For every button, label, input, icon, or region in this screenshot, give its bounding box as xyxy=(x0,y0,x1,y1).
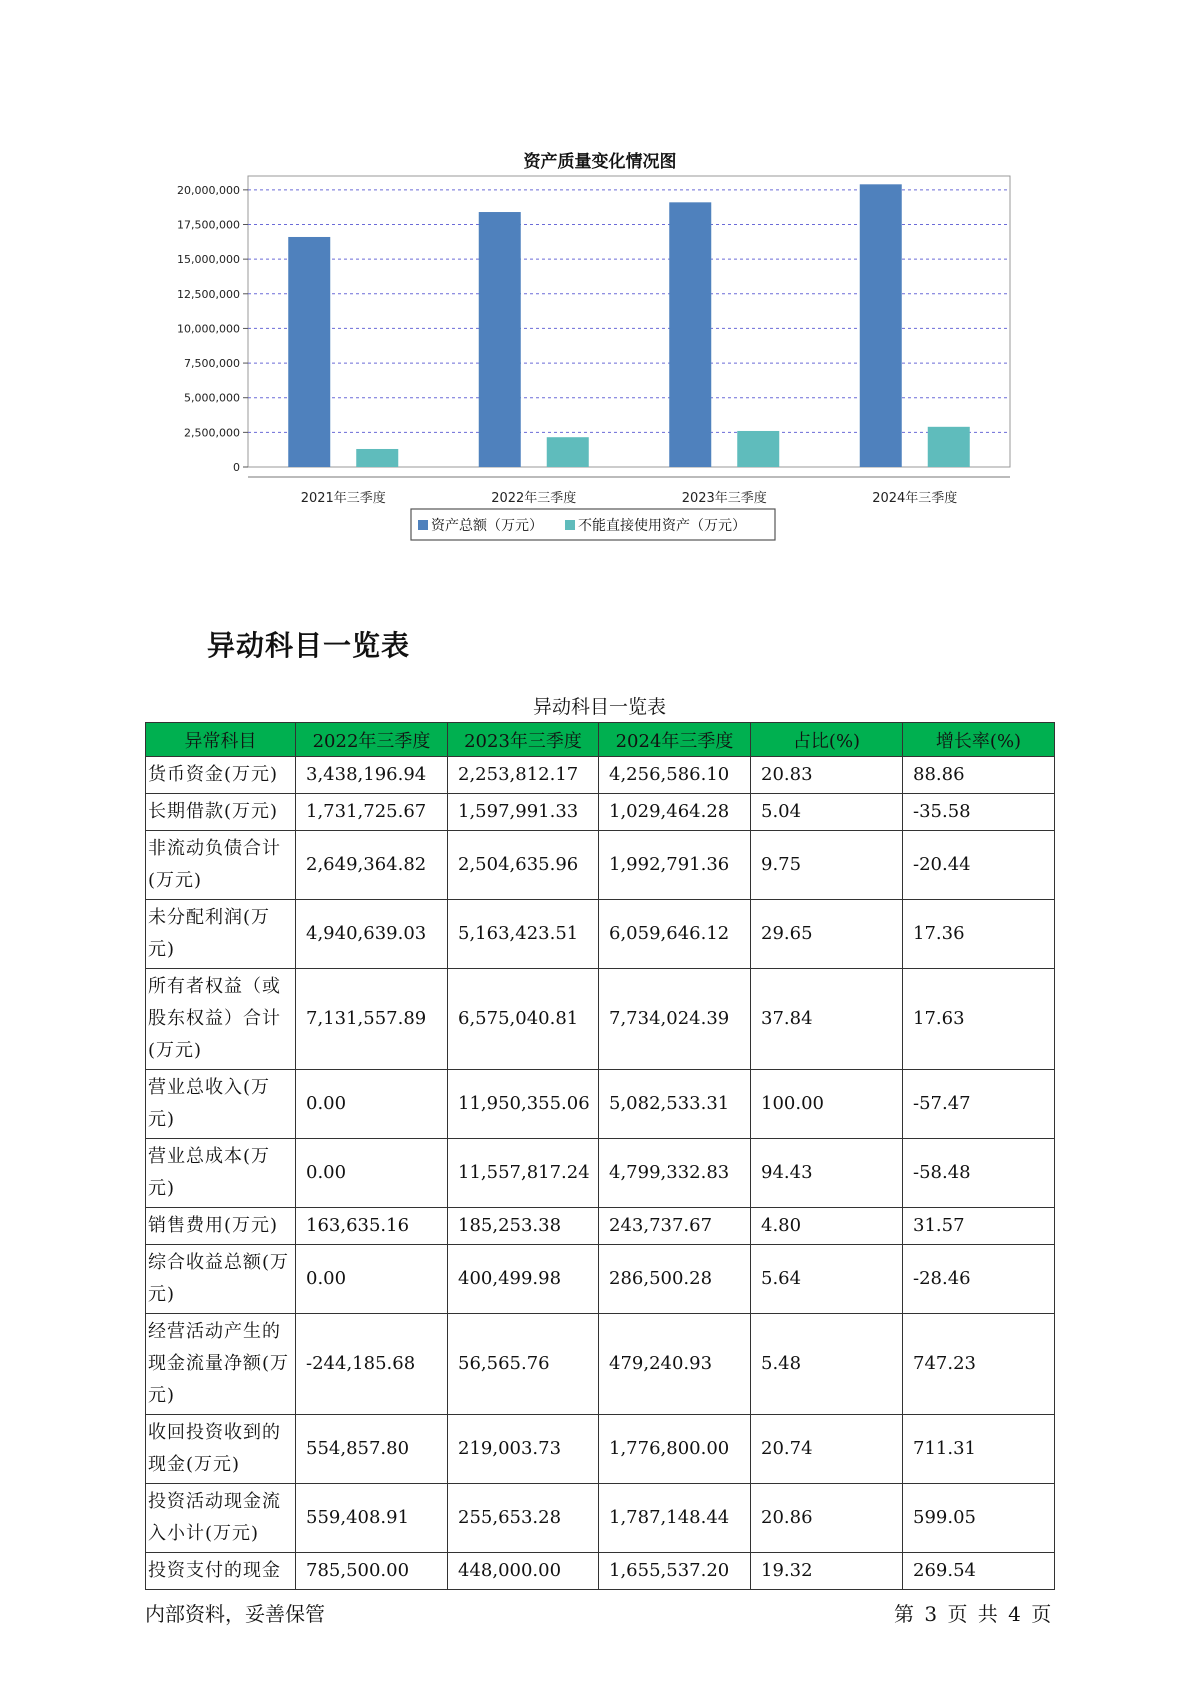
table-cell: -58.48 xyxy=(903,1139,1055,1208)
x-tick-label: 2021年三季度 xyxy=(300,491,386,506)
footer-confidential-note: 内部资料，妥善保管 xyxy=(145,1602,325,1626)
table-cell: 5.48 xyxy=(751,1314,903,1415)
bar-unusable-assets xyxy=(356,449,398,467)
table-cell: 559,408.91 xyxy=(296,1484,448,1553)
row-label-cell: 销售费用(万元) xyxy=(146,1208,296,1245)
table-cell: 4,256,586.10 xyxy=(599,757,751,794)
header-cell: 2022年三季度 xyxy=(296,723,448,757)
y-tick-label: 20,000,000 xyxy=(177,183,240,197)
table-cell: 711.31 xyxy=(903,1415,1055,1484)
legend-label-total-assets: 资产总额（万元） xyxy=(431,518,543,534)
table-row xyxy=(146,969,1055,1070)
table-cell: 599.05 xyxy=(903,1484,1055,1553)
header-cell: 2023年三季度 xyxy=(448,723,599,757)
table-cell: 5,082,533.31 xyxy=(599,1070,751,1139)
table-row xyxy=(146,794,1055,831)
table-cell: -244,185.68 xyxy=(296,1314,448,1415)
row-label-cell: 投资活动现金流入小计(万元) xyxy=(146,1484,296,1553)
y-tick-label: 10,000,000 xyxy=(177,322,240,336)
x-axis-ticks xyxy=(301,490,958,506)
table-row xyxy=(146,1314,1055,1415)
bar-total-assets xyxy=(669,202,711,467)
header-cell: 占比(%) xyxy=(751,723,903,757)
footer-page-number: 第 3 页 共 4 页 xyxy=(894,1602,1052,1626)
table-cell: 554,857.80 xyxy=(296,1415,448,1484)
table-cell: 56,565.76 xyxy=(448,1314,599,1415)
table-cell: 1,992,791.36 xyxy=(599,831,751,900)
y-tick-label: 17,500,000 xyxy=(177,218,240,232)
table-cell: 747.23 xyxy=(903,1314,1055,1415)
table-header-row xyxy=(146,723,1055,757)
table-cell: 219,003.73 xyxy=(448,1415,599,1484)
table-cell: 7,734,024.39 xyxy=(599,969,751,1070)
table-cell: -20.44 xyxy=(903,831,1055,900)
table-row xyxy=(146,757,1055,794)
legend-swatch-unusable-assets xyxy=(565,520,575,530)
y-tick-label: 12,500,000 xyxy=(177,287,240,301)
table-cell: 11,950,355.06 xyxy=(448,1070,599,1139)
table-cell: 286,500.28 xyxy=(599,1245,751,1314)
bar-unusable-assets xyxy=(737,431,779,467)
table-cell: 1,029,464.28 xyxy=(599,794,751,831)
legend-label-unusable-assets: 不能直接使用资产（万元） xyxy=(578,518,746,534)
table-cell: 2,649,364.82 xyxy=(296,831,448,900)
bar-total-assets xyxy=(479,212,521,467)
table-cell: 6,575,040.81 xyxy=(448,969,599,1070)
table-cell: 2,504,635.96 xyxy=(448,831,599,900)
table-cell: 1,787,148.44 xyxy=(599,1484,751,1553)
x-tick-label: 2024年三季度 xyxy=(872,491,958,506)
table-row xyxy=(146,1484,1055,1553)
table-cell: 0.00 xyxy=(296,1245,448,1314)
row-label-cell: 长期借款(万元) xyxy=(146,794,296,831)
table-cell: 4,940,639.03 xyxy=(296,900,448,969)
table-cell: 448,000.00 xyxy=(448,1553,599,1590)
table-cell: -35.58 xyxy=(903,794,1055,831)
table-cell: 2,253,812.17 xyxy=(448,757,599,794)
table-cell: 400,499.98 xyxy=(448,1245,599,1314)
table-cell: 0.00 xyxy=(296,1139,448,1208)
table-cell: 20.86 xyxy=(751,1484,903,1553)
chart-legend xyxy=(411,509,775,540)
section-heading: 异动科目一览表 xyxy=(207,629,411,662)
bar-unusable-assets xyxy=(928,427,970,467)
row-label-cell: 收回投资收到的现金(万元) xyxy=(146,1415,296,1484)
table-cell: 5.64 xyxy=(751,1245,903,1314)
table-cell: 0.00 xyxy=(296,1070,448,1139)
x-tick-label: 2022年三季度 xyxy=(491,491,577,506)
table-cell: 1,731,725.67 xyxy=(296,794,448,831)
table-cell: 7,131,557.89 xyxy=(296,969,448,1070)
table-row xyxy=(146,1415,1055,1484)
table-cell: 6,059,646.12 xyxy=(599,900,751,969)
header-cell: 2024年三季度 xyxy=(599,723,751,757)
row-label-cell: 经营活动产生的现金流量净额(万元) xyxy=(146,1314,296,1415)
table-cell: -57.47 xyxy=(903,1070,1055,1139)
row-label-cell: 货币资金(万元) xyxy=(146,757,296,794)
table-cell: 100.00 xyxy=(751,1070,903,1139)
table-cell: 185,253.38 xyxy=(448,1208,599,1245)
row-label-cell: 非流动负债合计(万元) xyxy=(146,831,296,900)
table-cell: 94.43 xyxy=(751,1139,903,1208)
legend-swatch-total-assets xyxy=(418,520,428,530)
table-cell: 17.63 xyxy=(903,969,1055,1070)
table-row xyxy=(146,1139,1055,1208)
table-cell: 20.74 xyxy=(751,1415,903,1484)
y-tick-label: 5,000,000 xyxy=(184,391,240,405)
table-cell: 5.04 xyxy=(751,794,903,831)
table-cell: -28.46 xyxy=(903,1245,1055,1314)
table-cell: 29.65 xyxy=(751,900,903,969)
x-tick-label: 2023年三季度 xyxy=(681,491,767,506)
table-cell: 1,597,991.33 xyxy=(448,794,599,831)
table-cell: 785,500.00 xyxy=(296,1553,448,1590)
table-row xyxy=(146,1070,1055,1139)
bar-total-assets xyxy=(860,184,902,467)
table-cell: 17.36 xyxy=(903,900,1055,969)
asset-quality-chart xyxy=(150,140,1030,600)
table-cell: 19.32 xyxy=(751,1553,903,1590)
table-row xyxy=(146,1208,1055,1245)
table-cell: 20.83 xyxy=(751,757,903,794)
table-cell: 1,655,537.20 xyxy=(599,1553,751,1590)
table-row xyxy=(146,900,1055,969)
table-cell: 269.54 xyxy=(903,1553,1055,1590)
y-axis-ticks xyxy=(177,184,248,474)
table-cell: 31.57 xyxy=(903,1208,1055,1245)
table-cell: 5,163,423.51 xyxy=(448,900,599,969)
table-row xyxy=(146,1553,1055,1590)
y-tick-label: 0 xyxy=(233,461,240,474)
bar-total-assets xyxy=(288,237,330,467)
table-row xyxy=(146,1245,1055,1314)
table-cell: 255,653.28 xyxy=(448,1484,599,1553)
table-caption: 异动科目一览表 xyxy=(532,696,666,718)
header-cell: 异常科目 xyxy=(146,723,296,757)
table-cell: 479,240.93 xyxy=(599,1314,751,1415)
header-cell: 增长率(%) xyxy=(903,723,1055,757)
table-cell: 243,737.67 xyxy=(599,1208,751,1245)
row-label-cell: 综合收益总额(万元) xyxy=(146,1245,296,1314)
row-label-cell: 所有者权益（或股东权益）合计(万元) xyxy=(146,969,296,1070)
row-label-cell: 未分配利润(万元) xyxy=(146,900,296,969)
row-label-cell: 营业总收入(万元) xyxy=(146,1070,296,1139)
bar-unusable-assets xyxy=(547,437,589,467)
table-cell: 3,438,196.94 xyxy=(296,757,448,794)
table-cell: 11,557,817.24 xyxy=(448,1139,599,1208)
table-cell: 163,635.16 xyxy=(296,1208,448,1245)
table-row xyxy=(146,831,1055,900)
row-label-cell: 营业总成本(万元) xyxy=(146,1139,296,1208)
row-label-cell: 投资支付的现金 xyxy=(146,1553,296,1590)
table-cell: 1,776,800.00 xyxy=(599,1415,751,1484)
table-cell: 37.84 xyxy=(751,969,903,1070)
table-cell: 9.75 xyxy=(751,831,903,900)
chart-title: 资产质量变化情况图 xyxy=(523,152,677,172)
table-cell: 4.80 xyxy=(751,1208,903,1245)
chart-bars xyxy=(288,184,970,467)
y-tick-label: 7,500,000 xyxy=(184,357,240,371)
table-cell: 88.86 xyxy=(903,757,1055,794)
y-tick-label: 15,000,000 xyxy=(177,253,240,267)
y-tick-label: 2,500,000 xyxy=(184,426,240,440)
abnormal-items-table xyxy=(145,722,1055,1590)
table-cell: 4,799,332.83 xyxy=(599,1139,751,1208)
